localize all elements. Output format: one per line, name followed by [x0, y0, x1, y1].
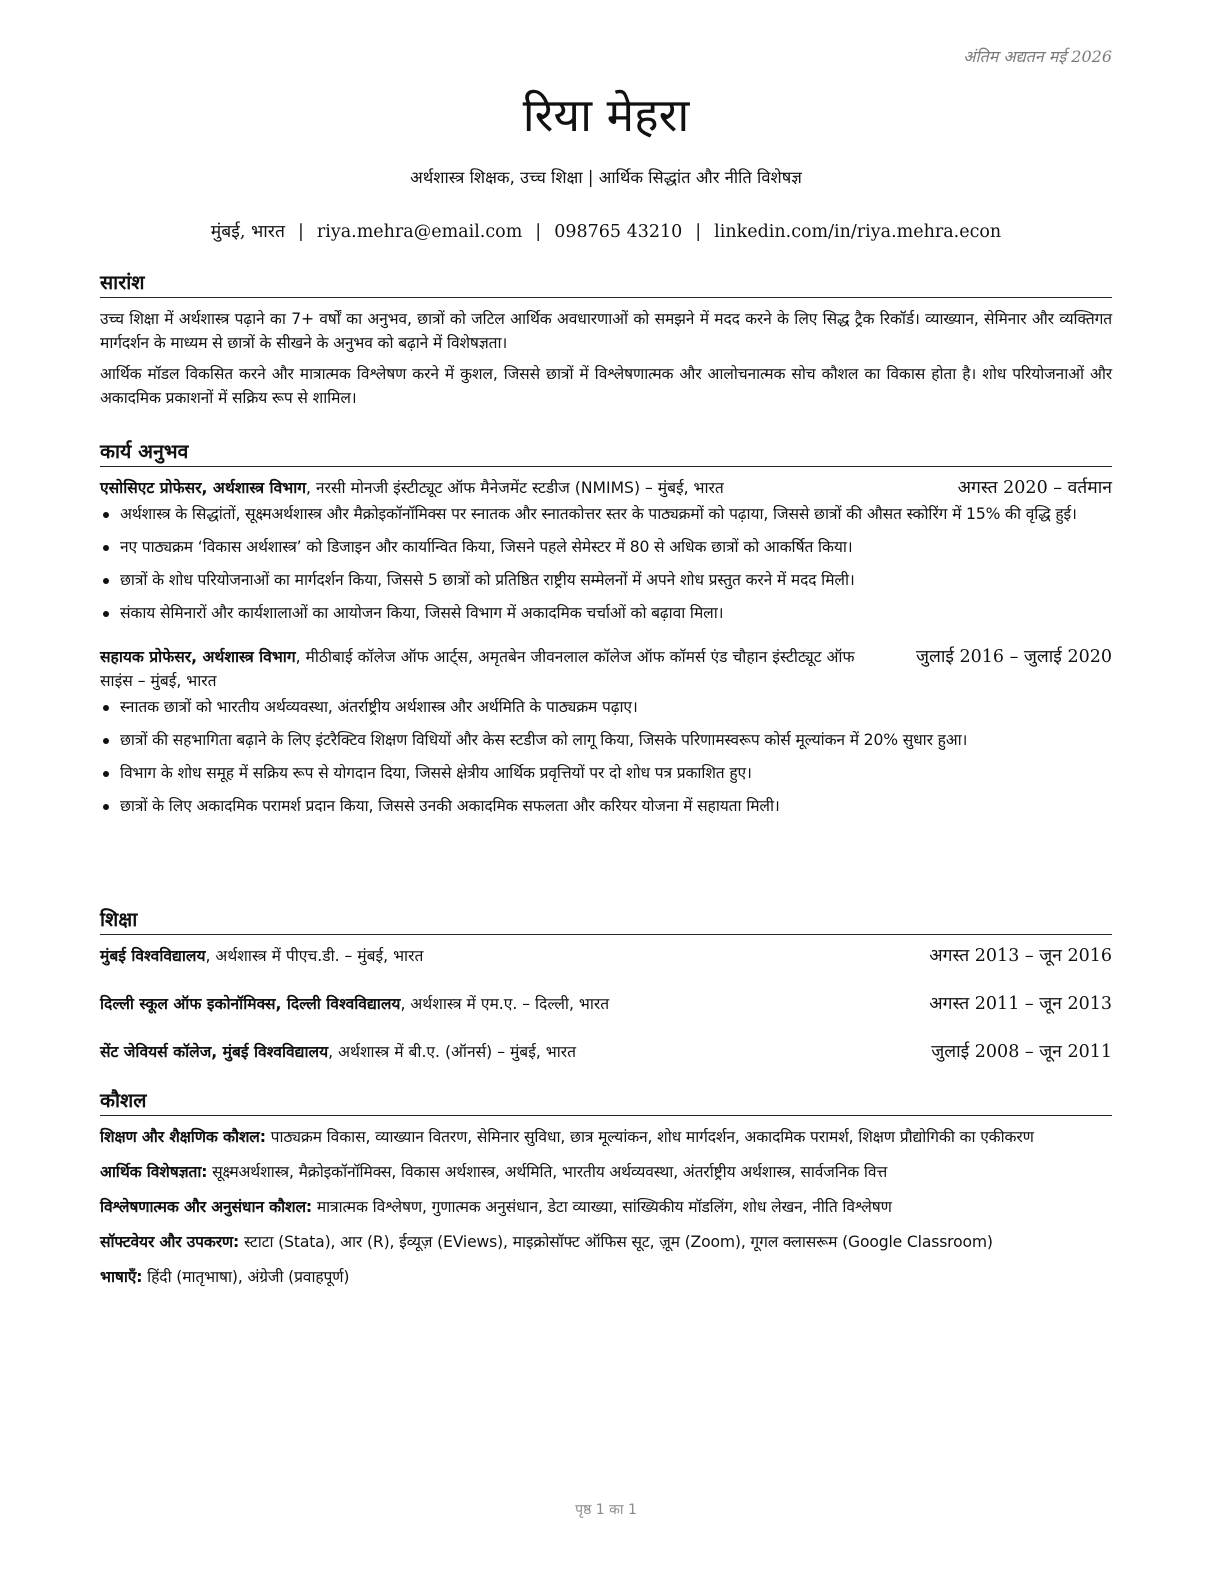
contact-separator: | — [535, 222, 542, 242]
job-bullet: विभाग के शोध समूह में सक्रिय रूप से योगदान दिया, जिससे क्षेत्रीय आर्थिक प्रवृत्तियों पर दो शोध पत्र प्रकाशित हुए। — [100, 761, 1112, 785]
skill-text: सूक्ष्मअर्थशास्त्र, मैक्रोइकॉनॉमिक्स, विकास अर्थशास्त्र, अर्थमिति, भारतीय अर्थव्यवस्था, अंतर्राष्ट्रीय अर्थशास्त्र, सार्वजनिक वित्त — [207, 1163, 888, 1181]
contact-linkedin[interactable]: linkedin.com/in/riya.mehra.econ — [714, 222, 1002, 242]
tagline: अर्थशास्त्र शिक्षक, उच्च शिक्षा | आर्थिक सिद्धांत और नीति विशेषज्ञ — [410, 168, 802, 187]
job-bullet: नए पाठ्यक्रम ‘विकास अर्थशास्त्र’ को डिजाइन और कार्यान्वित किया, जिसने पहले सेमेस्टर में 80 से अधिक छात्रों को आकर्षित किया। — [100, 535, 1112, 559]
resume-page — [100, 0, 1112, 1584]
job-bullet: संकाय सेमिनारों और कार्यशालाओं का आयोजन किया, जिससे विभाग में अकादमिक चर्चाओं को बढ़ावा मिला। — [100, 601, 1112, 625]
job-org: , नरसी मोनजी इंस्टीट्यूट ऑफ मैनेजमेंट स्टडीज (NMIMS) – मुंबई, भारत — [306, 479, 724, 497]
section-title-summary: सारांश — [100, 270, 1112, 298]
education-school: मुंबई विश्वविद्यालय — [100, 947, 206, 965]
job-role: एसोसिएट प्रोफेसर, अर्थशास्त्र विभाग — [100, 479, 307, 497]
job-role: सहायक प्रोफेसर, अर्थशास्त्र विभाग — [100, 648, 296, 666]
contact-email[interactable]: riya.mehra@email.com — [316, 222, 523, 242]
skill-text: हिंदी (मातृभाषा), अंग्रेजी (प्रवाहपूर्ण) — [142, 1268, 350, 1286]
education-section — [100, 907, 1112, 1088]
contact-separator: | — [695, 222, 702, 242]
skill-text: पाठ्यक्रम विकास, व्याख्यान वितरण, सेमिनार सुविधा, छात्र मूल्यांकन, शोध मार्गदर्शन, अकादमिक परामर्श, शिक्षण प्रौद्योगिकी का एकीकरण — [265, 1128, 1034, 1146]
contact-phone[interactable]: 098765 43210 — [554, 222, 683, 242]
section-title-education: शिक्षा — [100, 907, 1112, 935]
job-bullet: स्नातक छात्रों को भारतीय अर्थव्यवस्था, अंतर्राष्ट्रीय अर्थशास्त्र और अर्थमिति के पाठ्यक्रम पढ़ाए। — [100, 695, 1112, 719]
skill-label: सॉफ्टवेयर और उपकरण: — [100, 1233, 240, 1251]
education-item — [100, 1040, 1112, 1088]
education-dates: अगस्त 2011 – जून 2013 — [929, 994, 1112, 1014]
education-dates: अगस्त 2013 – जून 2016 — [929, 946, 1112, 966]
education-item — [100, 944, 1112, 992]
skill-text: स्टाटा (Stata), आर (R), ईव्यूज़ (EViews), माइक्रोसॉफ्ट ऑफिस सूट, ज़ूम (Zoom), गूगल क्लासरूम (Google Classroom) — [239, 1233, 993, 1251]
skill-item — [100, 1265, 1112, 1289]
contact-line — [100, 219, 1112, 245]
contact-separator: | — [297, 222, 304, 242]
summary-section — [100, 270, 1112, 417]
summary-paragraph: आर्थिक मॉडल विकसित करने और मात्रात्मक विश्लेषण करने में कुशल, जिससे छात्रों में विश्लेषणात्मक और आलोचनात्मक सोच कौशल का विकास होता है। शोध परियोजनाओं और अकादमिक प्रकाशनों में सक्रिय रूप से शामिल। — [100, 365, 1112, 407]
job-bullets — [100, 695, 1112, 818]
job-bullet: अर्थशास्त्र के सिद्धांतों, सूक्ष्मअर्थशास्त्र और मैक्रोइकॉनॉमिक्स पर स्नातक और स्नातकोत्तर स्तर के पाठ्यक्रमों को पढ़ाया, जिससे छात्रों की औसत स्कोरिंग में 15% की वृद्धि हुई। — [100, 502, 1112, 526]
job-dates: जुलाई 2016 – जुलाई 2020 — [915, 647, 1112, 667]
section-title-experience: कार्य अनुभव — [100, 439, 1112, 467]
job-header — [100, 645, 1112, 693]
education-detail: , अर्थशास्त्र में एम.ए. – दिल्ली, भारत — [400, 995, 610, 1013]
job-entry — [100, 476, 1112, 625]
skill-label: भाषाएँ: — [100, 1268, 143, 1286]
job-entry — [100, 645, 1112, 818]
job-bullet: छात्रों के शोध परियोजनाओं का मार्गदर्शन किया, जिससे 5 छात्रों को प्रतिष्ठित राष्ट्रीय सम्मेलनों में अपने शोध प्रस्तुत करने में मदद मिली। — [100, 568, 1112, 592]
contact-location: मुंबई, भारत — [210, 222, 285, 242]
summary-paragraph: उच्च शिक्षा में अर्थशास्त्र पढ़ाने का 7+ वर्षों का अनुभव, छात्रों को जटिल आर्थिक अवधारणाओं को समझने में मदद करने के लिए सिद्ध ट्रैक रिकॉर्ड। व्याख्यान, सेमिनार और व्यक्तिगत मार्गदर्शन के माध्यम से छात्रों के सीखने के अनुभव को बढ़ाने में विशेषज्ञता। — [100, 310, 1112, 352]
job-bullet: छात्रों की सहभागिता बढ़ाने के लिए इंटरैक्टिव शिक्षण विधियों और केस स्टडीज को लागू किया, जिसके परिणामस्वरूप कोर्स मूल्यांकन में 20% सुधार हुआ। — [100, 728, 1112, 752]
job-org: , मीठीबाई कॉलेज ऑफ आर्ट्स, अमृतबेन जीवनलाल कॉलेज ऑफ कॉमर्स एंड चौहान इंस्टीट्यूट ऑफ साइंस – मुंबई, भारत — [100, 648, 855, 690]
job-dates: अगस्त 2020 – वर्तमान — [957, 478, 1112, 498]
skill-item — [100, 1125, 1112, 1149]
last-updated: अंतिम अद्यतन मई 2026 — [963, 47, 1112, 66]
job-header — [100, 476, 1112, 500]
skill-label: शिक्षण और शैक्षणिक कौशल: — [100, 1128, 266, 1146]
education-dates: जुलाई 2008 – जून 2011 — [931, 1042, 1112, 1062]
candidate-name: रिया मेहरा — [522, 88, 690, 142]
skill-item — [100, 1230, 1112, 1254]
education-detail: , अर्थशास्त्र में पीएच.डी. – मुंबई, भारत — [205, 947, 424, 965]
skill-label: विश्लेषणात्मक और अनुसंधान कौशल: — [100, 1198, 313, 1216]
education-school: दिल्ली स्कूल ऑफ इकोनॉमिक्स, दिल्ली विश्वविद्यालय — [100, 995, 401, 1013]
section-title-skills: कौशल — [100, 1088, 1112, 1116]
education-item — [100, 992, 1112, 1040]
page-number-footer: पृष्ठ 1 का 1 — [575, 1502, 637, 1518]
skill-item — [100, 1160, 1112, 1184]
job-bullets — [100, 502, 1112, 625]
education-detail: , अर्थशास्त्र में बी.ए. (ऑनर्स) – मुंबई, भारत — [328, 1043, 577, 1061]
job-bullet: छात्रों के लिए अकादमिक परामर्श प्रदान किया, जिससे उनकी अकादमिक सफलता और करियर योजना में सहायता मिली। — [100, 794, 1112, 818]
education-school: सेंट जेवियर्स कॉलेज, मुंबई विश्वविद्यालय — [100, 1043, 329, 1061]
skills-section — [100, 1088, 1112, 1300]
experience-section — [100, 439, 1112, 827]
skill-text: मात्रात्मक विश्लेषण, गुणात्मक अनुसंधान, डेटा व्याख्या, सांख्यिकीय मॉडलिंग, शोध लेखन, नीति विश्लेषण — [312, 1198, 892, 1216]
skill-label: आर्थिक विशेषज्ञता: — [100, 1163, 208, 1181]
skill-item — [100, 1195, 1112, 1219]
